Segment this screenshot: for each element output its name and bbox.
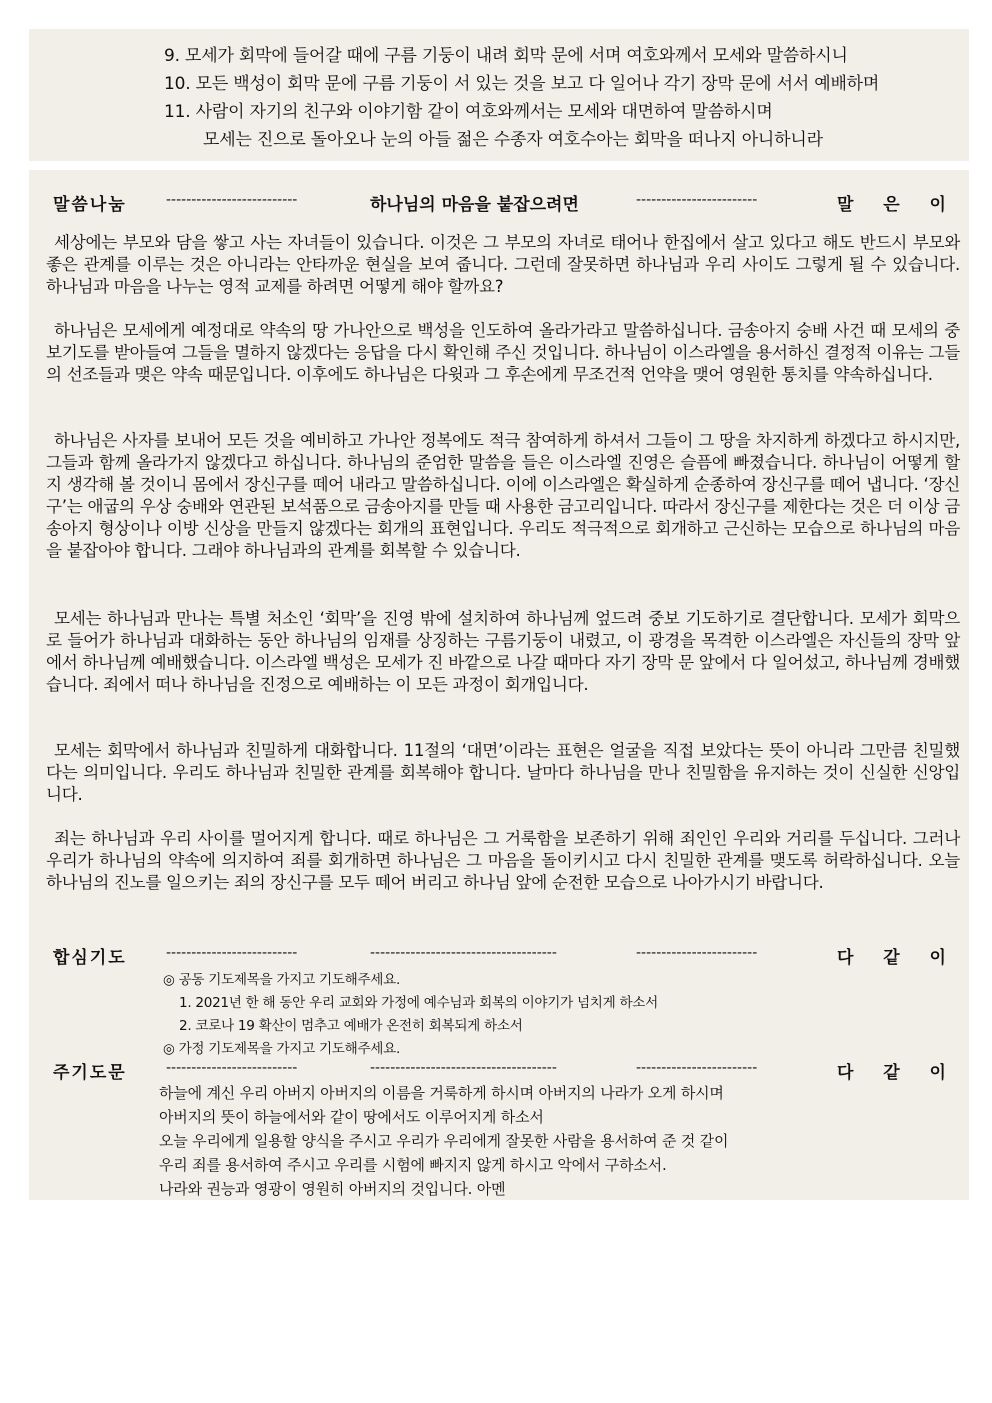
lords-prayer-header [29,1058,969,1082]
sermon-paragraph-2: 하나님은 모세에게 예정대로 약속의 땅 가나안으로 백성을 인도하여 올라가라고 말씀하십니다. 금송아지 숭배 사건 때 모세의 중보기도를 받아들여 그들을 멸하지 않겠다는 응답을 다시 확인해 주신 것입니다. 하나님이 이스라엘을 용서하신 결정적 이유는 그들의 선조들과 맺은 약속 때문입니다. 이후에도 하나님은 다윗과 그 후손에게 무조건적 언약을 맺어 영원한 통치를 약속하십니다. [46,321,960,384]
prayer-topic-item: 2. 코로나 19 확산이 멈추고 예배가 온전히 회복되게 하소서 [179,1018,523,1034]
sermon-title: 하나님의 마음을 붙잡으려면 [370,195,579,215]
lords-prayer-leader: 다 같 이 [837,1063,952,1083]
sermon-header [29,190,969,214]
prayer-topic-heading: ◎ 가정 기도제목을 가지고 기도해주세요. [163,1041,400,1057]
lords-prayer-line: 아버지의 뜻이 하늘에서와 같이 땅에서도 이루어지게 하소서 [159,1108,544,1126]
lords-prayer-line: 오늘 우리에게 일용할 양식을 주시고 우리가 우리에게 잘못한 사람을 용서하여 준 것 같이 [159,1132,729,1150]
scripture-box [29,29,969,161]
unison-prayer-header [29,943,969,967]
lords-prayer-line: 우리 죄를 용서하여 주시고 우리를 시험에 빠지지 않게 하시고 악에서 구하소서. [159,1156,667,1174]
verse-11-continued: 모세는 진으로 돌아오나 눈의 아들 젊은 수종자 여호수아는 회막을 떠나지 아니하니라 [203,130,823,150]
header-divider: -------------------------- [166,945,298,961]
unison-prayer-leader: 다 같 이 [837,948,952,968]
lords-prayer-line: 나라와 권능과 영광이 영원히 아버지의 것입니다. 아멘 [159,1180,506,1198]
sermon-paragraph-4: 모세는 하나님과 만나는 특별 처소인 ‘회막’을 진영 밖에 설치하여 하나님께 엎드려 중보 기도하기로 결단합니다. 모세가 회막으로 들어가 하나님과 대화하는 동안 하나님의 임재를 상징하는 구름기둥이 내렸고, 이 광경을 목격한 이스라엘은 자신들의 장막 앞에서 하나님께 예배했습니다. 이스라엘 백성은 모세가 진 바깥으로 나갈 때마다 자기 장막 문 앞에서 다 일어섰고, 하나님께 경배했습니다. 죄에서 떠나 하나님을 진정으로 예배하는 이 모든 과정이 회개입니다. [46,609,960,694]
sermon-box [29,170,969,1200]
header-divider: ------------------------ [636,945,758,961]
header-divider: ------------------------ [636,192,758,208]
verse-10: 10. 모든 백성이 회막 문에 구름 기둥이 서 있는 것을 보고 다 일어나 각기 장막 문에 서서 예배하며 [164,74,880,94]
lords-prayer-label: 주기도문 [53,1063,127,1083]
header-divider: ------------------------ [636,1060,758,1076]
sermon-paragraph-6: 죄는 하나님과 우리 사이를 멀어지게 합니다. 때로 하나님은 그 거룩함을 보존하기 위해 죄인인 우리와 거리를 두십니다. 그러나 우리가 하나님의 약속에 의지하여 죄를 회개하면 하나님은 그 마음을 돌이키시고 다시 친밀한 관계를 맺도록 허락하십니다. 오늘 하나님의 진노를 일으키는 죄의 장신구를 모두 떼어 버리고 하나님 앞에 순전한 모습으로 나아가시기 바랍니다. [46,829,960,892]
sermon-paragraph-3: 하나님은 사자를 보내어 모든 것을 예비하고 가나안 정복에도 적극 참여하게 하셔서 그들이 그 땅을 차지하게 하겠다고 하시지만, 그들과 함께 올라가지 않겠다고 하십니다. 하나님의 준엄한 말씀을 들은 이스라엘 진영은 슬픔에 빠졌습니다. 하나님이 어떻게 할지 생각해 볼 것이니 몸에서 장신구를 떼어 내라고 말씀하십니다. 이에 이스라엘은 확실하게 순종하여 장신구를 떼어 냅니다. ‘장신구’는 애굽의 우상 숭배와 연관된 보석품으로 금송아지를 만들 때 사용한 금고리입니다. 따라서 장신구를 제한다는 것은 더 이상 금송아지 형상이나 이방 신상을 만들지 않겠다는 회개의 표현입니다. 우리도 적극적으로 회개하고 근신하는 모습으로 하나님의 마음을 붙잡아야 합니다. 그래야 하나님과의 관계를 회복할 수 있습니다. [46,431,960,560]
sermon-speaker: 말 은 이 [837,195,952,215]
header-divider: -------------------------- [166,192,298,208]
header-divider: ------------------------------------- [370,1060,557,1076]
verse-9: 9. 모세가 회막에 들어갈 때에 구름 기둥이 내려 회막 문에 서며 여호와께서 모세와 말씀하시니 [164,46,848,66]
lords-prayer-line: 하늘에 계신 우리 아버지 아버지의 이름을 거룩하게 하시며 아버지의 나라가 오게 하시며 [159,1084,724,1102]
sermon-paragraph-5: 모세는 회막에서 하나님과 친밀하게 대화합니다. 11절의 ‘대면’이라는 표현은 얼굴을 직접 보았다는 뜻이 아니라 그만큼 친밀했다는 의미입니다. 우리도 하나님과 친밀한 관계를 회복해야 합니다. 날마다 하나님을 만나 친밀함을 유지하는 것이 신실한 신앙입니다. [46,741,960,804]
verse-11: 11. 사람이 자기의 친구와 이야기함 같이 여호와께서는 모세와 대면하여 말씀하시며 [164,102,773,122]
prayer-topic-heading: ◎ 공동 기도제목을 가지고 기도해주세요. [163,972,400,988]
header-divider: -------------------------- [166,1060,298,1076]
unison-prayer-label: 합심기도 [53,948,127,968]
sermon-label: 말씀나눔 [53,195,127,215]
header-divider: ------------------------------------- [370,945,557,961]
sermon-paragraph-1: 세상에는 부모와 담을 쌓고 사는 자녀들이 있습니다. 이것은 그 부모의 자녀로 태어나 한집에서 살고 있다고 해도 반드시 부모와 좋은 관계를 이루는 것은 아니라는 안타까운 현실을 보여 줍니다. 그런데 잘못하면 하나님과 우리 사이도 그렇게 될 수 있습니다. 하나님과 마음을 나누는 영적 교제를 하려면 어떻게 해야 할까요? [46,233,960,296]
prayer-topic-item: 1. 2021년 한 해 동안 우리 교회와 가정에 예수님과 회복의 이야기가 넘치게 하소서 [179,995,658,1011]
